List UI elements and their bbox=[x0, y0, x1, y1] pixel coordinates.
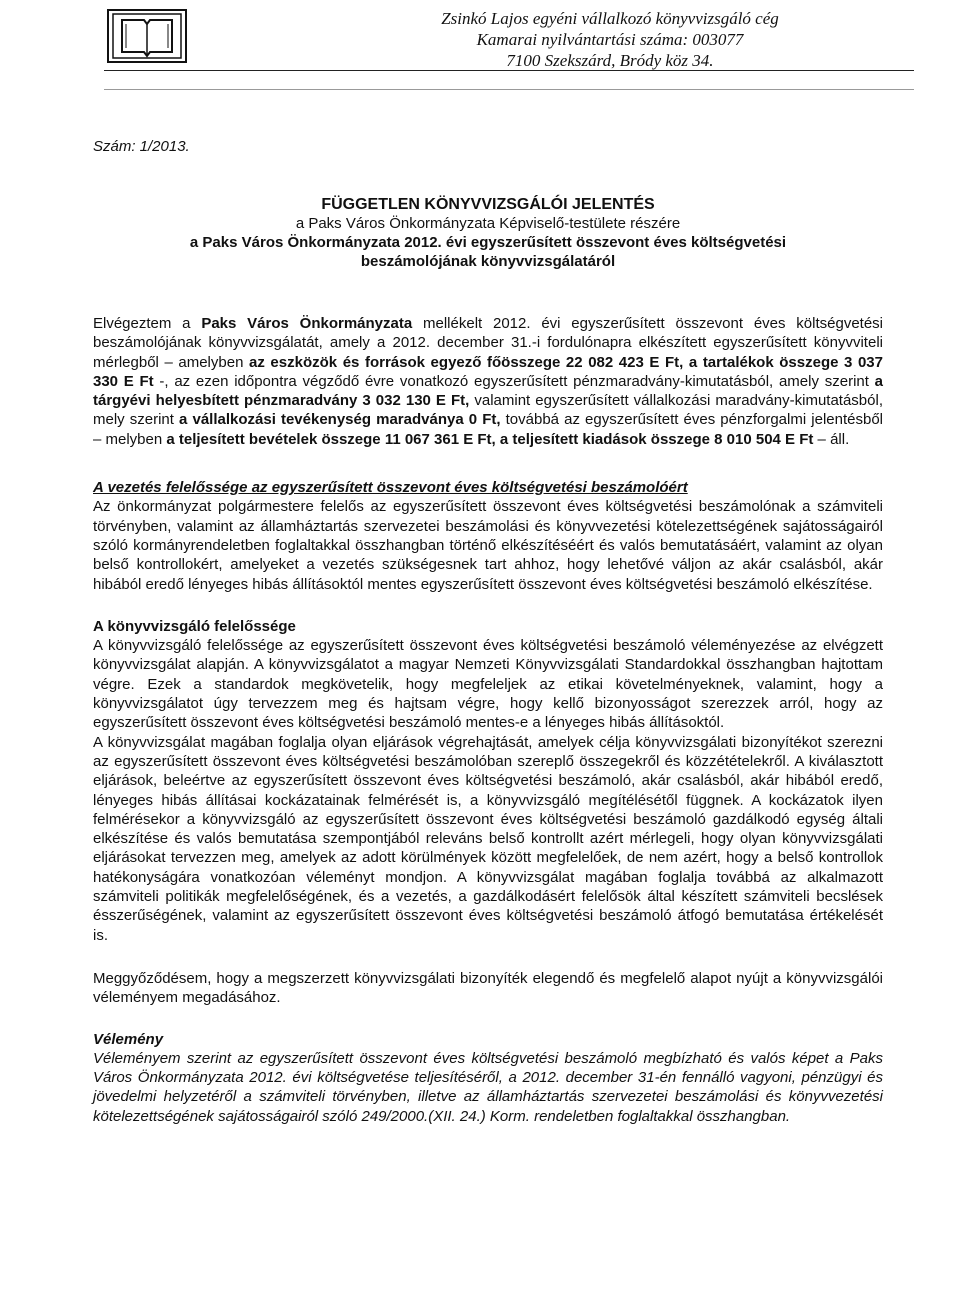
letterhead bbox=[300, 8, 920, 71]
intro-text-1: Elvégeztem a bbox=[93, 315, 202, 332]
letterhead-line-3: 7100 Szekszárd, Bródy köz 34. bbox=[506, 51, 714, 70]
book-logo-icon bbox=[104, 8, 190, 66]
management-heading: A vezetés felelőssége az egyszerűsített összevont éves költségvetési beszámolóért bbox=[93, 479, 688, 497]
opinion-paragraph: Véleményem szerint az egyszerűsített összevont éves költségvetési beszámoló megbízható és valós képet a Paks Város Önkormányzata 2012. évi költségvetése teljesítéséről, a 2012. december 31-én fennálló vagyoni, pénzügyi és jövedelmi helyzetéről a számviteli törvényben, illetve az államháztartás szervezetei beszámolási és könyvvezetési kötelezettségének sajátosságairól szóló 249/2000.(XII. 24.) Korm. rendeletben foglaltakkal összhangban. bbox=[93, 1049, 883, 1125]
auditor-paragraph-1: A könyvvizsgáló felelőssége az egyszerűsített összevont éves költségvetési beszámoló véleményezése az elvégzett könyvvizsgálat alapján. A könyvvizsgálatot a magyar Nemzeti Könyvvizsgálati Standardokkal összhangban hajtottam végre. Ezek a standardok megkövetelik, hogy megfeleljek az etikai követelményeknek, valamint, hogy a könyvvizsgálatot úgy tervezzem meg és hajtsam végre, hogy kellő bizonyosságot szerezzek arról, hogy az egyszerűsített összevont éves költségvetési beszámoló mentes-e a lényeges hibás állításoktól. bbox=[93, 637, 883, 732]
title-line-4: beszámolójának könyvvizsgálatáról bbox=[360, 253, 616, 270]
opinion-heading: Vélemény bbox=[93, 1030, 164, 1048]
header-rule-thin bbox=[104, 89, 914, 90]
intro-bold-5: a teljesített bevételek összege 11 067 361 E Ft, a teljesített kiadások összege 8 010 504 E Ft bbox=[166, 430, 814, 448]
belief-paragraph: Meggyőződésem, hogy a megszerzett könyvvizsgálati bizonyíték elegendő és megfelelő alapot nyújt a könyvvizsgálói véleményem megadásához. bbox=[93, 969, 883, 1007]
auditor-paragraph-2: A könyvvizsgálat magában foglalja olyan eljárások végrehajtását, amelyek célja könyvvizsgálati bizonyítékot szerezni az egyszerűsített összevont éves költségvetési beszámolóban szereplő összegekről és közzétételekről. A kiválasztott eljárások, beleértve az egyszerűsített összevont éves költségvetési beszámoló, akár csalásból, akár hibából eredő, lényeges hibás állításai kockázatainak felmérését is, a könyvvizsgáló megítélésétől függnek. A kockázatok ilyen felmérésekor a könyvvizsgáló az egyszerűsített összevont éves költségvetési beszámoló gazdálkodó egység általi elkészítése és valós bemutatása szempontjából releváns belső kontrollt azért mérlegeli, hogy olyan könyvvizsgálati eljárásokat tervezzen meg, amelyek az adott körülmények között megfelelőek, de nem azért, hogy a belső kontrollok hatékonyságára vonatkozóan véleményt mondjon. A könyvvizsgálat magában foglalja továbbá az alkalmazott számviteli politikák megfelelőségének, és a vezetés, a gazdálkodásért felelősök által készített számviteli becslések ésszerűségének, valamint az egyszerűsített összevont éves költségvetési beszámoló átfogó bemutatása értékelését is. bbox=[93, 733, 883, 944]
intro-bold-2: az eszközök és források egyező főösszege 22 082 423 E Ft, a tartalékok összege 3 037 330 E Ft bbox=[93, 353, 883, 390]
title-line-2: a Paks Város Önkormányzata Képviselő-testülete részére bbox=[295, 215, 681, 232]
intro-paragraph bbox=[93, 314, 883, 449]
document-number: Szám: 1/2013. bbox=[93, 138, 190, 155]
intro-text-6: – áll. bbox=[813, 430, 850, 448]
report-title: FÜGGETLEN KÖNYVVIZSGÁLÓI JELENTÉS bbox=[321, 196, 655, 213]
intro-bold-1: Paks Város Önkormányzata bbox=[201, 315, 413, 332]
auditor-heading: A könyvvizsgáló felelőssége bbox=[93, 617, 296, 635]
intro-text-4: valamint egyszerűsített vállalkozási maradvány-kimutatásból, mely szerint bbox=[93, 392, 883, 429]
report-title-block bbox=[93, 195, 883, 271]
management-paragraph: Az önkormányzat polgármestere felelős az egyszerűsített összevont éves költségvetési beszámolónak a számviteli törvényben, valamint az államháztartás szervezetei beszámolási és könyvvezetési kötelezettségének sajátosságairól szóló kormányrendeletben foglaltakkal összhangban történő elkészítéséért és valós bemutatásáért, valamint az olyan belső kontrollokért, amelyeket a vezetés szükségesnek tart ahhoz, hogy lehetővé váljon az akár csalásból, akár hibából eredő lényeges hibás állításoktól mentes egyszerűsített összevont éves költségvetési beszámoló elkészítése. bbox=[93, 498, 883, 593]
intro-bold-4: a vállalkozási tevékenység maradványa 0 Ft, bbox=[179, 411, 501, 429]
intro-bold-3: a tárgyévi helyesbített pénzmaradvány 3 032 130 E Ft, bbox=[93, 372, 883, 410]
intro-text-5: továbbá az egyszerűsített éves pénzforgalmi jelentésből – melyben bbox=[93, 411, 883, 448]
intro-text-3: -, az ezen időpontra végződő évre vonatkozó egyszerűsített pénzmaradvány-kimutatásból, amely szerint bbox=[153, 372, 875, 390]
title-line-3: a Paks Város Önkormányzata 2012. évi egyszerűsített összevont éves költségvetési bbox=[189, 234, 787, 251]
intro-text-2: mellékelt 2012. évi egyszerűsített összevont éves költségvetési beszámolójának könyvvizsgálatát, amely a 2012. december 31.-i fordulónapra elkészített egyszerűsített könyvviteli mérlegből – amelyben bbox=[93, 315, 884, 371]
header-rule bbox=[104, 70, 914, 71]
report-body bbox=[93, 314, 883, 1126]
letterhead-line-2: Kamarai nyilvántartási száma: 003077 bbox=[476, 30, 744, 49]
letterhead-line-1: Zsinkó Lajos egyéni vállalkozó könyvvizsgáló cég bbox=[441, 9, 779, 28]
